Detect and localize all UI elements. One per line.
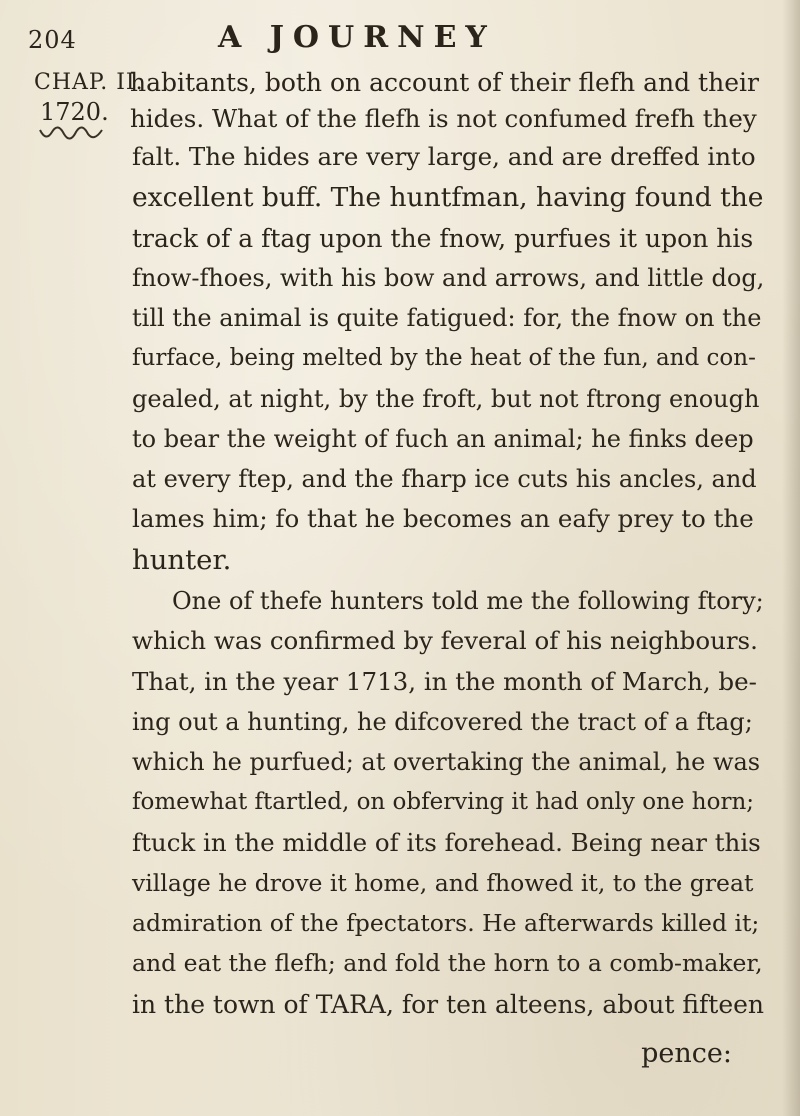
text-line: gealed, at night, by the froft, but not ftrong enough bbox=[132, 385, 760, 413]
margin-year: 1720. bbox=[40, 98, 109, 126]
text-line: which was confirmed by feveral of his neighbours. bbox=[132, 626, 758, 655]
text-line: track of a ftag upon the fnow, purfues it upon his bbox=[132, 224, 754, 253]
text-line: excellent buff. The huntfman, having found the bbox=[132, 182, 764, 213]
text-line: fnow-fhoes, with his bow and arrows, and little dog, bbox=[132, 264, 765, 292]
catchword: pence: bbox=[641, 1038, 732, 1069]
text-line: to bear the weight of fuch an animal; he finks deep bbox=[132, 425, 754, 453]
margin-chapter: CHAP. II. bbox=[34, 70, 144, 95]
text-line: hunter. bbox=[132, 544, 232, 576]
text-line: till the animal is quite fatigued: for, the fnow on the bbox=[132, 304, 762, 332]
text-line: That, in the year 1713, in the month of March, be- bbox=[132, 667, 757, 696]
text-line: lames him; fo that he becomes an eafy prey to the bbox=[132, 504, 754, 533]
text-line: fomewhat ftartled, on obferving it had only one horn; bbox=[132, 789, 755, 815]
text-line: and eat the flefh; and fold the horn to a comb-maker, bbox=[132, 949, 763, 977]
text-line: One of thefe hunters told me the following ftory; bbox=[172, 587, 764, 615]
text-line: village he drove it home, and fhowed it, to the great bbox=[132, 869, 754, 897]
text-line: at every ftep, and the fharp ice cuts his ancles, and bbox=[132, 465, 757, 493]
text-line: habitants, both on account of their flefh and their bbox=[130, 68, 759, 97]
text-line: ing out a hunting, he difcovered the tract of a ftag; bbox=[132, 708, 753, 736]
page-number: 204 bbox=[28, 26, 77, 54]
running-title: A JOURNEY bbox=[218, 20, 496, 55]
text-line: hides. What of the flefh is not confumed frefh they bbox=[130, 104, 757, 133]
text-line: falt. The hides are very large, and are dreffed into bbox=[132, 142, 756, 171]
text-line: which he purfued; at overtaking the animal, he was bbox=[132, 748, 761, 776]
text-line: in the town of TARA, for ten alteens, about fifteen bbox=[132, 990, 765, 1019]
text-line: admiration of the fpectators. He afterwards killed it; bbox=[132, 909, 760, 937]
text-line: ftuck in the middle of its forehead. Being near this bbox=[132, 828, 761, 857]
text-line: furface, being melted by the heat of the fun, and con- bbox=[132, 345, 756, 371]
